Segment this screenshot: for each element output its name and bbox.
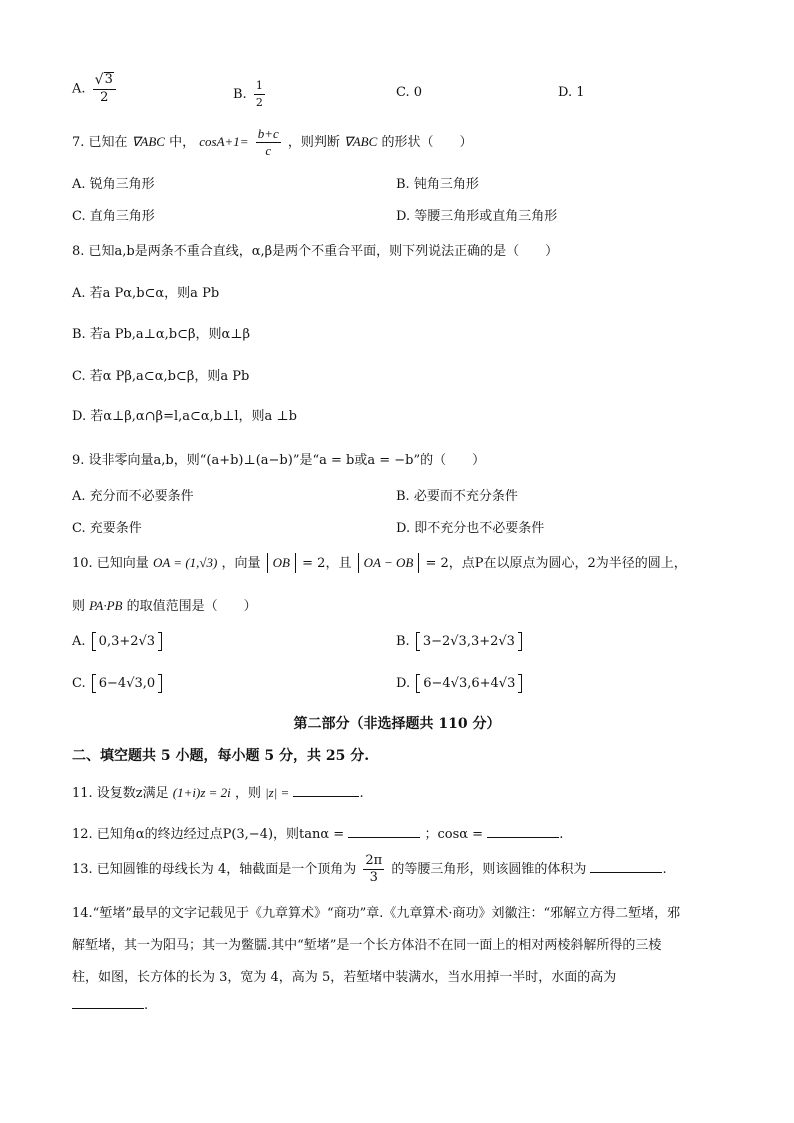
answer-blank-cos [487,825,559,838]
q14-line-1: 14.“堑堵”最早的文字记载见于《九章算术》“商功”章.《九章算术·商功》刘徽注：“邪解立方得二堑堵，邪 [72,906,681,921]
q10-stem [72,552,687,573]
q6-option-c: C. 0 [396,85,423,100]
q10-stem-d: = 2，点P在以原点为圆心，2为半径的圆上， [425,556,687,571]
q9-option-a: A. 充分而不必要条件 [72,489,194,504]
q12-end: . [559,827,564,842]
q7-triangle-2: ∇ABC [344,134,378,149]
q12-stem [72,823,563,842]
interval: 3−2√3,3+2√3 [416,633,522,650]
denominator: 3 [369,870,378,885]
q7-stem [72,126,472,159]
q8-option-c: C. 若α Pβ,a⊂α,b⊂β，则a Pb [72,369,250,384]
q13-stem [72,853,667,886]
q14-line-2: 解堑堵，其一为阳马；其一为鳖臑.其中“堑堵”是一个长方体沿不在同一面上的相对两棱斜解所得的三棱 [72,938,662,953]
q10-vector-diff: OA − OB [358,553,420,573]
q8-stem: 8. 已知a,b是两条不重合直线，α,β是两个不重合平面，则下列说法正确的是（ ） [72,244,559,259]
answer-blank [293,784,359,797]
q14-line-3: 柱，如图，长方体的长为 3，宽为 4，高为 5，若堑堵中装满水，当水用掉一半时，水面的高为 [72,970,617,985]
answer-blank-tan [348,825,420,838]
q12-b: ；cosα = [424,827,484,842]
q7-mid: 中， [169,135,196,150]
q7-fraction [256,126,281,159]
q7-end: 的形状（ ） [381,135,473,150]
q11-a: 11. 设复数z满足 [72,786,169,801]
q7-option-b: B. 钝角三角形 [396,177,479,192]
q10-option-b [396,633,524,650]
q6-option-b [233,78,268,111]
q10-option-c [72,675,164,692]
option-label: B. [396,634,410,649]
q6-option-a [72,72,119,106]
option-label: B. [233,87,247,102]
q13-b: 的等腰三角形，则该圆锥的体积为 [391,862,587,877]
q9-stem: 9. 设非零向量a,b，则“(a+b)⊥(a−b)”是“a = b或a = −b”的（ ） [72,453,486,468]
section2-heading: 二、填空题共 5 小题，每小题 5 分，共 25 分. [72,748,370,764]
answer-blank [590,860,662,873]
q10-line2-b: 的取值范围是（ ） [126,599,257,614]
fraction [254,78,265,111]
q11-expr: (1+i)z = 2i [172,785,231,800]
numerator: 1 [254,78,265,95]
q10-line2-a: 则 [72,599,86,614]
q12-a: 12. 已知角α的终边经过点P(3,−4)，则tanα = [72,827,345,842]
q13-fraction [363,853,384,886]
q14-line-4 [72,996,148,1013]
interval: 0,3+2√3 [92,633,162,650]
q10-stem-c: = 2，且 [302,556,352,571]
interval: 6−4√3,0 [92,675,162,692]
option-label: D. [396,676,411,691]
option-label: A. [72,81,86,97]
q8-option-b: B. 若a Pb,a⊥α,b⊂β，则α⊥β [72,327,251,342]
q10-stem-line2 [72,595,257,614]
denominator: 2 [255,96,263,109]
q7-prefix: 7. 已知在 [72,135,128,150]
q9-option-d: D. 即不充分也不必要条件 [396,521,545,536]
q10-option-d [396,675,524,692]
q7-option-a: A. 锐角三角形 [72,177,155,192]
q10-option-a [72,633,164,650]
q8-option-d: D. 若α⊥β,α∩β=l,a⊂α,b⊥l，则a ⊥b [72,409,297,424]
q9-option-c: C. 充要条件 [72,521,142,536]
part2-title: 第二部分（非选择题共 110 分） [293,716,501,732]
q7-option-c: C. 直角三角形 [72,209,155,224]
q13-end: . [662,862,667,877]
q11-stem [72,782,364,801]
radicand: 3 [104,72,113,87]
denominator: 2 [100,90,109,105]
option-label: C. [72,676,86,691]
interval: 6−4√3,6+4√3 [416,675,522,692]
q10-stem-a: 10. 已知向量 [72,556,149,571]
q7-suffix: ，则判断 [287,135,340,150]
q11-abs: |z| = [265,785,290,800]
sqrt-fraction: √ 3 2 [93,72,116,106]
answer-blank [72,996,144,1009]
q10-dot-product: PA·PB [89,598,123,613]
numerator: 2π [365,853,383,868]
numerator: b+c [257,126,279,141]
q10-stem-b: ，向量 [221,556,261,571]
q11-end: . [359,786,364,801]
q7-option-d: D. 等腰三角形或直角三角形 [396,209,558,224]
q11-b: ，则 [234,786,261,801]
q7-triangle: ∇ABC [131,134,165,149]
q10-vector-oa: OA = (1,√3) [152,555,218,570]
q13-a: 13. 已知圆锥的母线长为 4，轴截面是一个顶角为 [72,862,357,877]
q9-option-b: B. 必要而不充分条件 [396,489,518,504]
q7-cos-expr: cosA+1= [199,134,249,149]
q14-end: . [144,998,149,1013]
option-label: A. [72,634,86,649]
denominator: c [265,143,272,158]
q6-option-d: D. 1 [558,85,585,100]
q10-vector-ob: OB [267,553,296,573]
q8-option-a: A. 若a Pα,b⊂α，则a Pb [72,286,220,301]
